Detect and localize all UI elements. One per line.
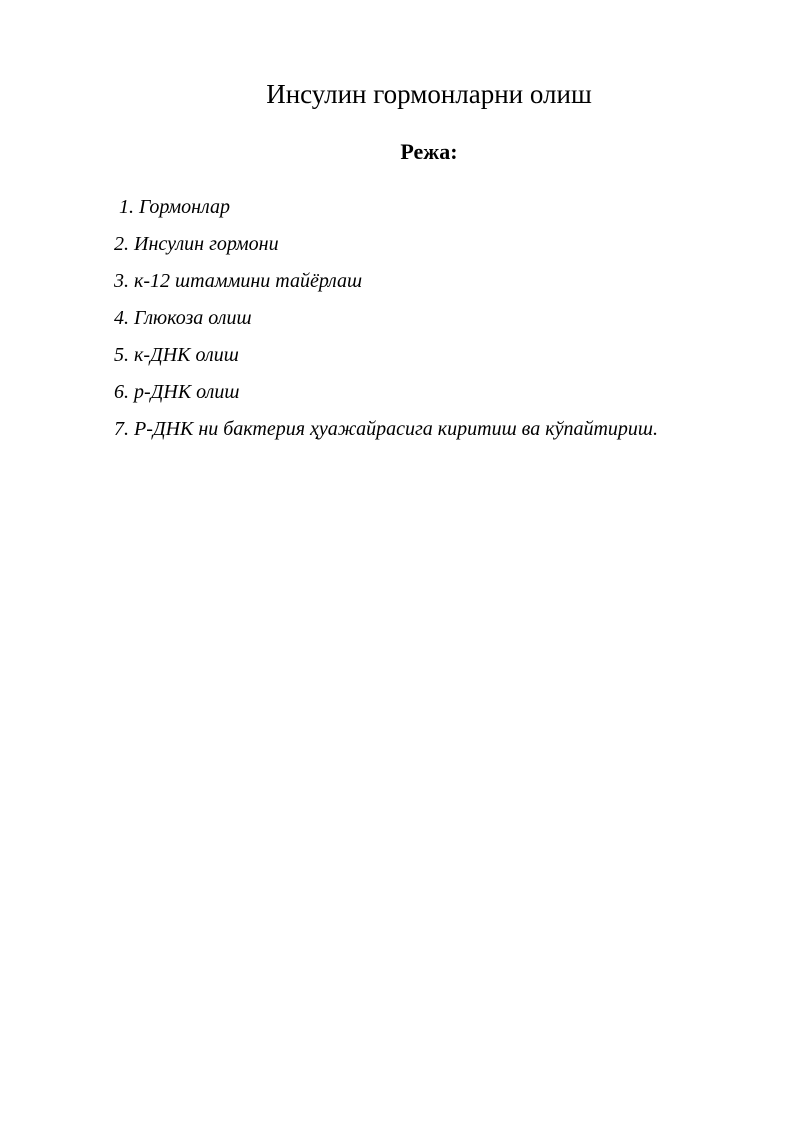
document-title: Инсулин гормонларни олиш — [266, 79, 592, 109]
plan-item: 7. Р-ДНК ни бактерия ҳуажайрасига киритиш ва кўпайтириш. — [114, 418, 659, 440]
plan-list — [114, 192, 774, 451]
plan-item: 5. к-ДНК олиш — [114, 344, 239, 366]
plan-item: 3. к-12 штаммини тайёрлаш — [114, 270, 363, 292]
plan-item: 2. Инсулин гормони — [114, 233, 279, 255]
plan-item: 1. Гормонлар — [119, 196, 230, 218]
plan-item: 4. Глюкоза олиш — [114, 307, 252, 329]
plan-heading: Режа: — [400, 139, 458, 164]
plan-item: 6. р-ДНК олиш — [114, 381, 240, 403]
